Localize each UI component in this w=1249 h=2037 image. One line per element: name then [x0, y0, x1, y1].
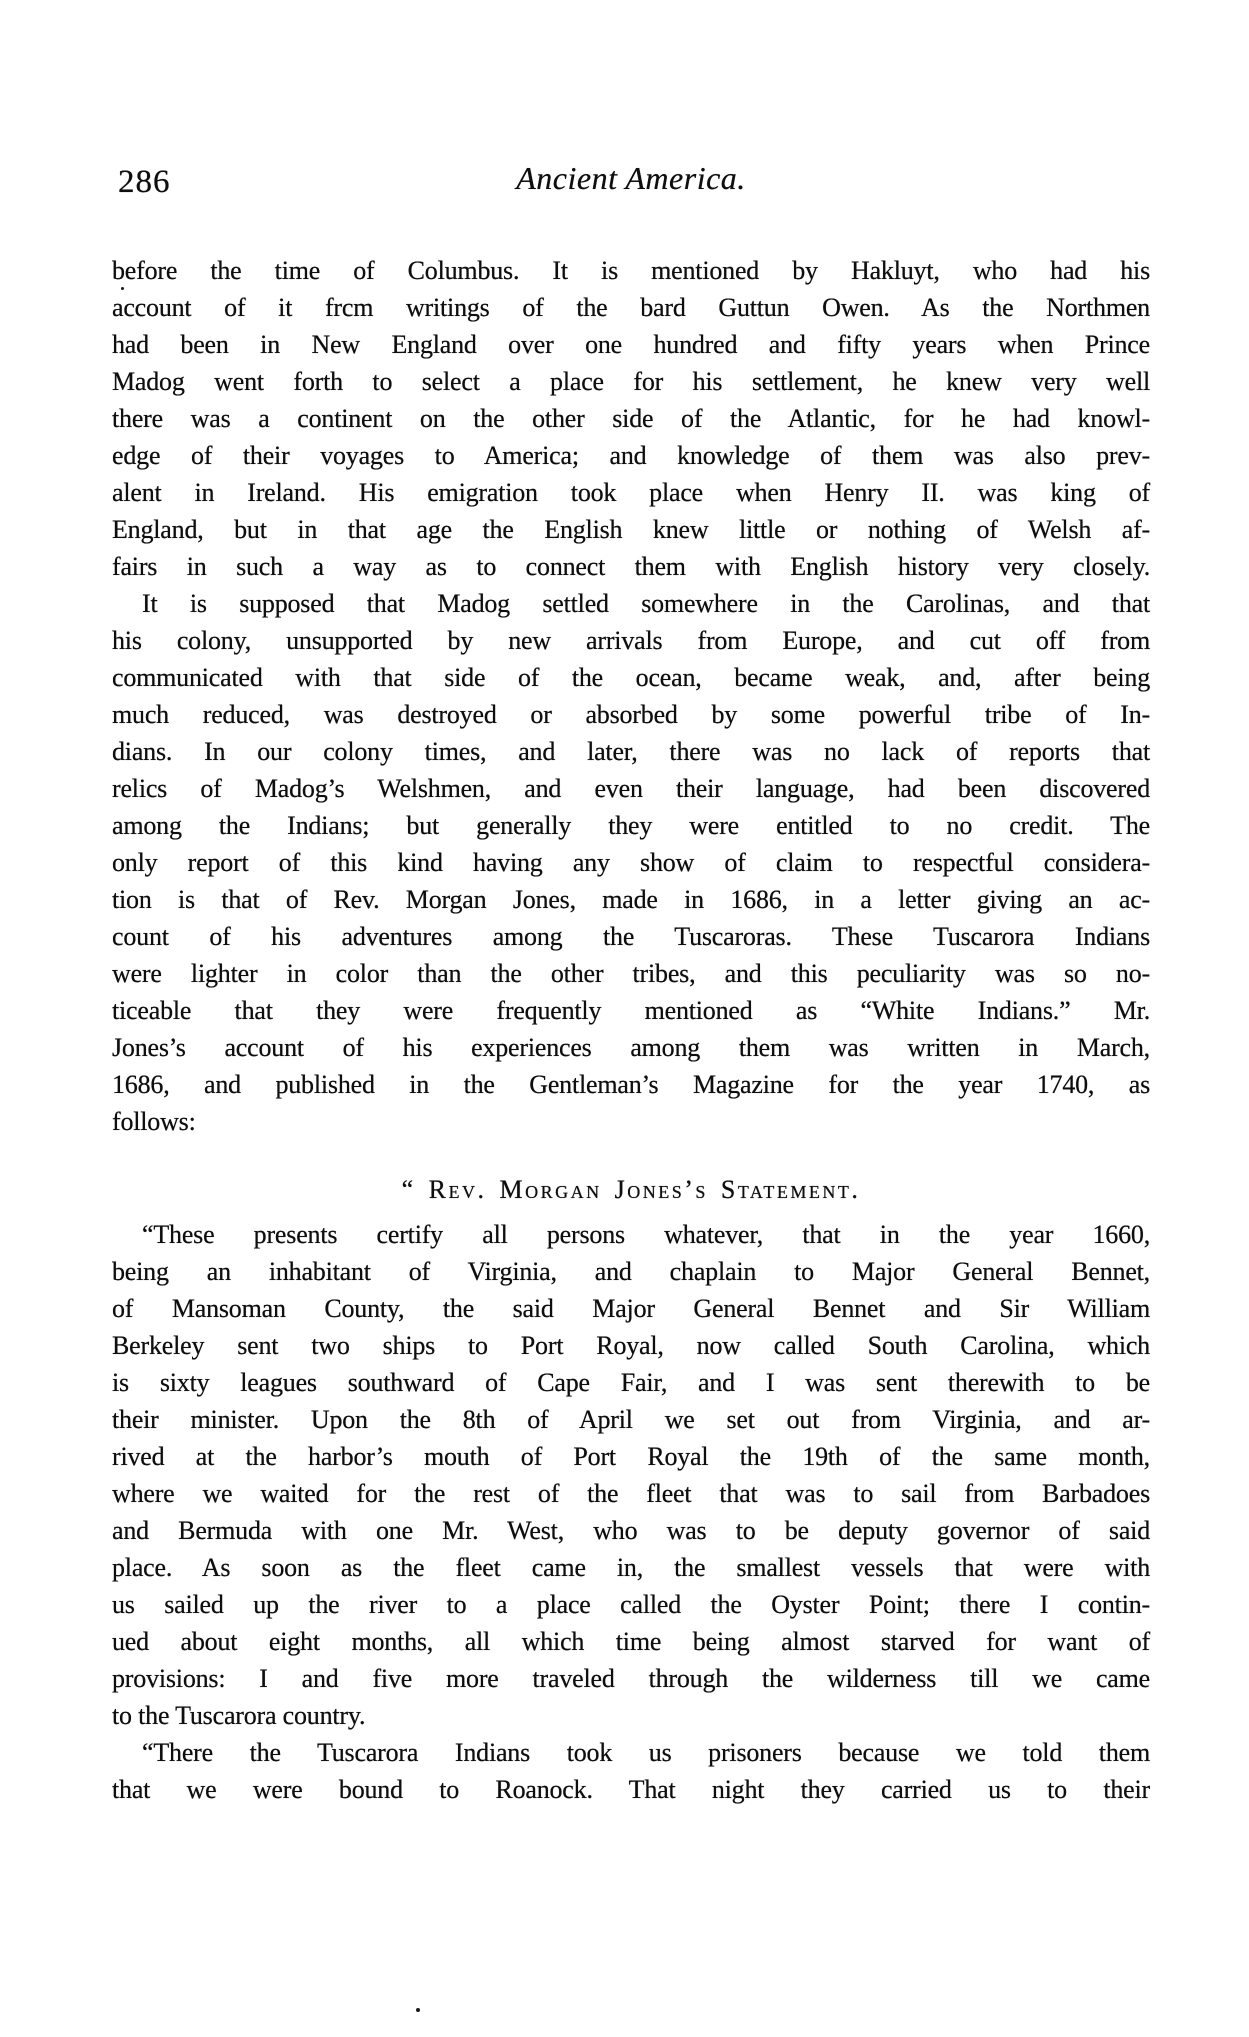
text-line: and Bermuda with one Mr. West, who was to be deputy governor of said	[112, 1516, 1150, 1545]
text-line: England, but in that age the English knew little or nothing of Welsh af-	[112, 515, 1150, 544]
text-line: It is supposed that Madog settled somewhere in the Carolinas, and that	[142, 589, 1150, 618]
section-heading: “ Rev. Morgan Jones’s Statement.	[401, 1175, 861, 1204]
text-line: alent in Ireland. His emigration took place when Henry II. was king of	[112, 478, 1150, 507]
running-title: Ancient America.	[516, 160, 746, 196]
text-line: relics of Madog’s Welshmen, and even their language, had been discovered	[112, 774, 1150, 803]
text-line: follows:	[112, 1107, 196, 1136]
text-line: his colony, unsupported by new arrivals from Europe, and cut off from	[112, 626, 1150, 655]
text-line: communicated with that side of the ocean, became weak, and, after being	[112, 663, 1150, 692]
text-line: edge of their voyages to America; and knowledge of them was also prev-	[112, 441, 1150, 470]
text-line: that we were bound to Roanock. That night they carried us to their	[112, 1775, 1150, 1804]
paragraph-statement-2	[112, 1734, 1150, 1808]
text-line: among the Indians; but generally they were entitled to no credit. The	[112, 811, 1150, 840]
ink-speck	[121, 287, 124, 290]
text-line: count of his adventures among the Tuscaroras. These Tuscarora Indians	[112, 922, 1150, 951]
text-line: place. As soon as the fleet came in, the smallest vessels that were with	[112, 1553, 1150, 1582]
text-line: dians. In our colony times, and later, there was no lack of reports that	[112, 737, 1150, 766]
text-line: much reduced, was destroyed or absorbed by some powerful tribe of In-	[112, 700, 1150, 729]
text-line: 1686, and published in the Gentleman’s Magazine for the year 1740, as	[112, 1070, 1150, 1099]
text-line: their minister. Upon the 8th of April we set out from Virginia, and ar-	[112, 1405, 1150, 1434]
text-line: before the time of Columbus. It is mentioned by Hakluyt, who had his	[112, 256, 1150, 285]
text-line: had been in New England over one hundred and fifty years when Prince	[112, 330, 1150, 359]
text-line: account of it frcm writings of the bard Guttun Owen. As the Northmen	[112, 293, 1150, 322]
paragraph-continuation	[112, 252, 1150, 585]
text-line: ued about eight months, all which time being almost starved for want of	[112, 1627, 1150, 1656]
page-number: 286	[118, 164, 171, 200]
text-line: ticeable that they were frequently mentioned as “White Indians.” Mr.	[112, 996, 1150, 1025]
text-line: tion is that of Rev. Morgan Jones, made in 1686, in a letter giving an ac-	[112, 885, 1150, 914]
text-line: where we waited for the rest of the fleet that was to sail from Barbadoes	[112, 1479, 1150, 1508]
running-head	[112, 160, 1150, 206]
text-line: rived at the harbor’s mouth of Port Royal the 19th of the same month,	[112, 1442, 1150, 1471]
text-line: of Mansoman County, the said Major General Bennet and Sir William	[112, 1294, 1150, 1323]
text-line: to the Tuscarora country.	[112, 1701, 366, 1730]
text-line: us sailed up the river to a place called the Oyster Point; there I contin-	[112, 1590, 1150, 1619]
text-line: were lighter in color than the other tribes, and this peculiarity was so no-	[112, 959, 1150, 988]
text-line: “There the Tuscarora Indians took us prisoners because we told them	[142, 1738, 1150, 1767]
text-line: there was a continent on the other side of the Atlantic, for he had knowl-	[112, 404, 1150, 433]
text-line: Berkeley sent two ships to Port Royal, now called South Carolina, which	[112, 1331, 1150, 1360]
text-line: fairs in such a way as to connect them with English history very closely.	[112, 552, 1150, 581]
paragraph-statement	[112, 1216, 1150, 1734]
text-line: Jones’s account of his experiences among them was written in March,	[112, 1033, 1150, 1062]
text-line: is sixty leagues southward of Cape Fair, and I was sent therewith to be	[112, 1368, 1150, 1397]
text-line: only report of this kind having any show of claim to respectful considera-	[112, 848, 1150, 877]
paragraph	[112, 585, 1150, 1140]
body-text	[112, 252, 1150, 1808]
text-line: Madog went forth to select a place for his settlement, he knew very well	[112, 367, 1150, 396]
text-line: provisions: I and five more traveled through the wilderness till we came	[112, 1664, 1150, 1693]
ink-speck	[416, 2008, 420, 2012]
text-line: “These presents certify all persons whatever, that in the year 1660,	[142, 1220, 1150, 1249]
text-line: being an inhabitant of Virginia, and chaplain to Major General Bennet,	[112, 1257, 1150, 1286]
